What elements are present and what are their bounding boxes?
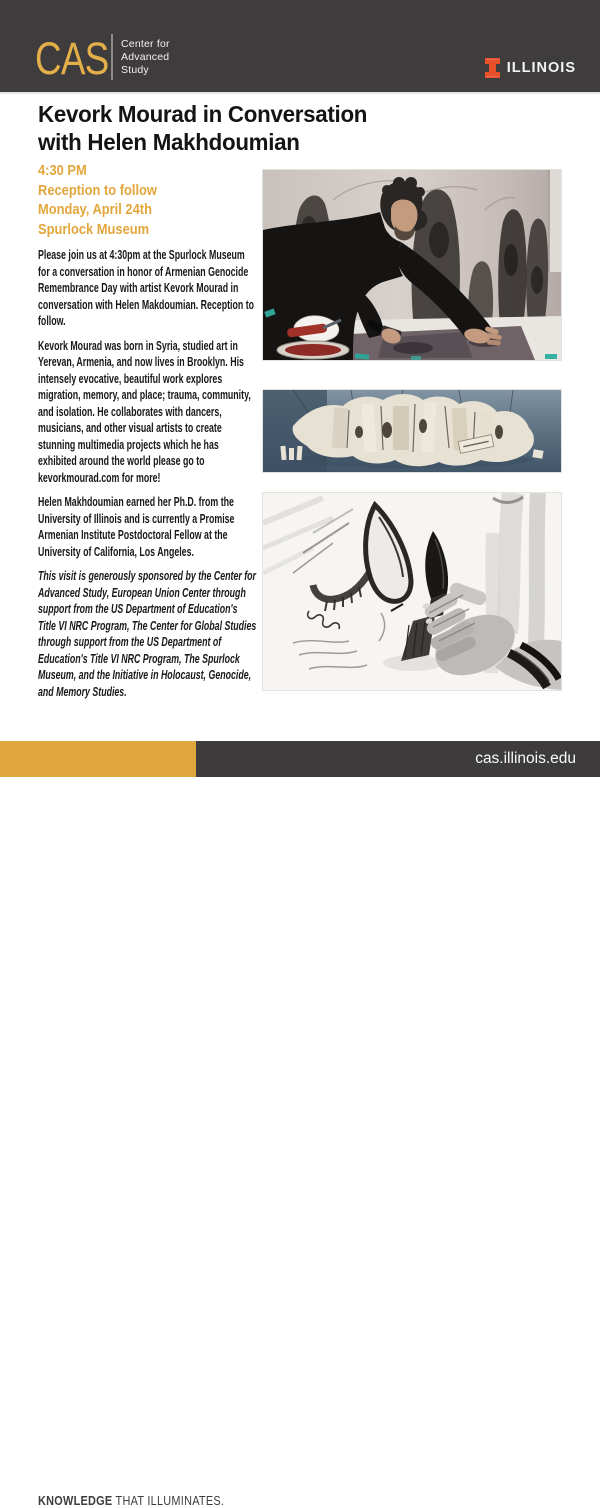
illinois-logo-lockup (485, 58, 576, 78)
header-bar (0, 0, 600, 94)
title-line2: with Helen Makhdoumian (38, 129, 300, 155)
installation-illustration (263, 390, 561, 472)
event-details (38, 161, 157, 239)
hand-drawing-illustration (263, 493, 561, 690)
org-name (121, 38, 170, 77)
footer-url: cas.illinois.edu (475, 750, 576, 767)
artist-working-photo (263, 170, 561, 360)
org-name-line3: Study (121, 64, 149, 76)
event-location: Spurlock Museum (38, 220, 150, 238)
event-date: Monday, April 24th (38, 201, 152, 218)
artist-working-illustration (263, 170, 561, 360)
footer-tagline (38, 1493, 224, 1508)
block-i-icon (485, 58, 500, 78)
title-line1: Kevork Mourad in Conversation (38, 101, 368, 127)
installation-artwork-photo (263, 390, 561, 472)
paragraph-kevork-bio: Kevork Mourad was born in Syria, studied art in Yerevan, Armenia, and now lives in Brooklyn. His intensely evocative, beautiful work explores migration, memory, and place; trauma, community, and isolation. He collaborates with dancers, musicians, and other visual artists to create stunning multimedia projects which he has exhibited around the world please go to kevorkmourad.com for more! (38, 338, 251, 485)
event-reception: Reception to follow (38, 181, 157, 199)
cas-logo: CAS (35, 33, 109, 84)
org-name-line2: Advanced (121, 51, 170, 63)
illinois-wordmark: ILLINOIS (506, 60, 576, 76)
event-time: 4:30 PM (38, 162, 87, 179)
org-name-line1: Center for (121, 38, 170, 50)
body-text (38, 247, 256, 708)
paragraph-sponsors: This visit is generously sponsored by the Center for Advanced Study, European Union Center through support from the US Department of Education's Title VI NRC Program, The Center for Global Studies through support from the US Department of Education's Title VI NRC Program, The Spurlock Museum, and the Initiative in Holocaust, Genocide, and Memory Studies. (38, 569, 257, 699)
tagline-rest: THAT ILLUMINATES. (112, 1493, 225, 1508)
paragraph-helen-bio: Helen Makhdoumian earned her Ph.D. from the University of Illinois and is currently a Promise Armenian Institute Postdoctoral Fellow at the University of California, Los Angeles. (38, 495, 235, 559)
page-title (38, 100, 367, 156)
footer-gold-band (0, 741, 225, 1508)
hand-drawing-closeup-photo (263, 493, 561, 690)
logo-divider (111, 34, 113, 80)
paragraph-intro: Please join us at 4:30pm at the Spurlock Museum for a conversation in honor of Armenian Genocide Remembrance Day with artist Kevork Mourad in conversation with Helen Makdoumian. Reception to follow. (38, 248, 255, 328)
tagline-knowledge: KNOWLEDGE (38, 1493, 113, 1508)
